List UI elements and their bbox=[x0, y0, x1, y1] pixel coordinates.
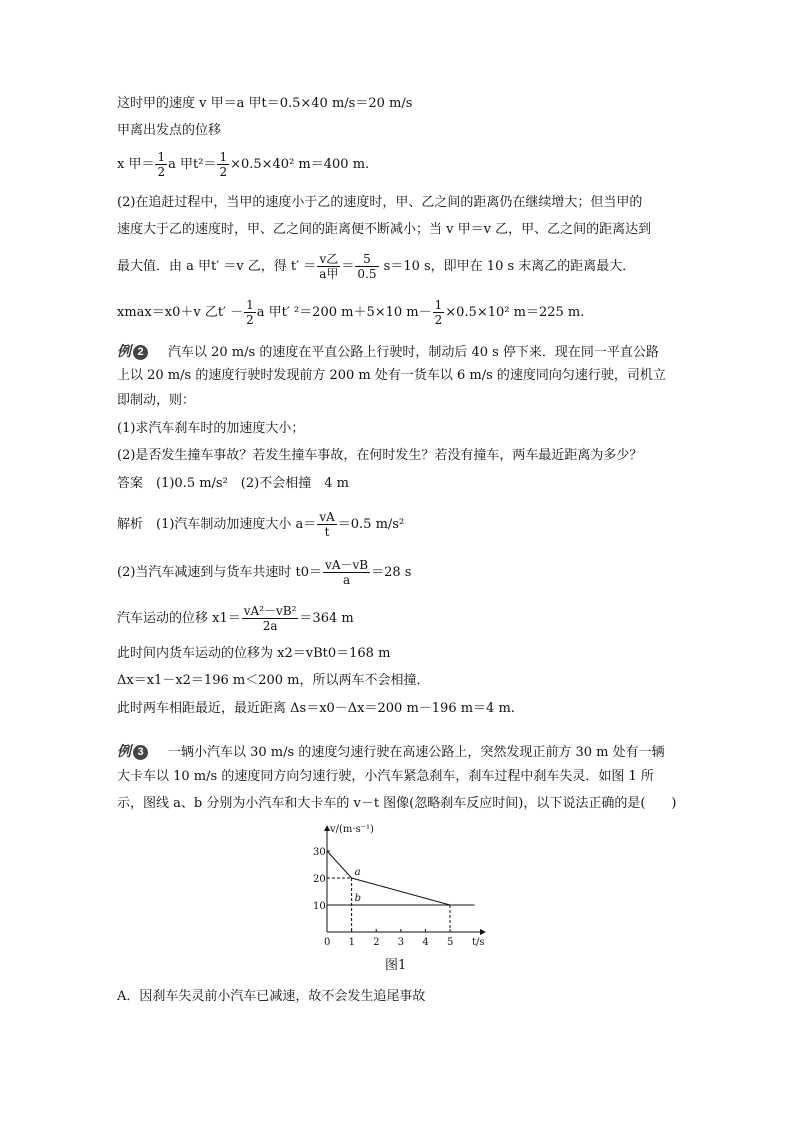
example-2-question-2: (2)是否发生撞车事故？若发生撞车事故，在何时发生？若没有撞车，两车最近距离为多少？ bbox=[117, 448, 643, 463]
text-line-speed: 这时甲的速度 v 甲＝a 甲t＝0.5×40 m/s＝20 m/s bbox=[117, 96, 413, 111]
example-2-question-1: (1)求汽车刹车时的加速度大小； bbox=[117, 421, 305, 436]
x-tick-label: 1 bbox=[348, 937, 355, 948]
fraction-v-over-a: $\frac{\text{v乙}}{\text{a甲}}$ bbox=[319, 252, 339, 281]
fraction-half: $\frac{1}{2}$ bbox=[157, 150, 166, 179]
annotation-a: a bbox=[354, 867, 361, 878]
example-2-answer: 答案 (1)0.5 m/s² (2)不会相撞 4 m bbox=[117, 476, 349, 491]
example-2-solution-6: 此时两车相距最近，最近距离 Δs＝x0－Δx＝200 m－196 m＝4 m. bbox=[117, 701, 515, 716]
figure-caption: 图1 bbox=[385, 958, 407, 973]
y-tick-label: 30 bbox=[313, 847, 326, 858]
formula-max-time: 最大值．由 a 甲t′ ＝v 乙，得 t′ ＝ $\frac{\text{v乙}}{\text{a甲}}$ ＝ $\frac{5}{0.5}$ s＝10 s，即甲在 10 s 末离乙的距离最大． bbox=[117, 252, 636, 281]
example-3-line-1: 例 3 一辆小汽车以 30 m/s 的速度匀速行驶在高速公路上，突然发现正前方 30 m 处有一辆 bbox=[117, 743, 665, 760]
y-tick-label: 10 bbox=[313, 901, 326, 912]
x-tick-label: 0 bbox=[324, 937, 331, 948]
y-axis-label: v/(m·s⁻¹) bbox=[330, 824, 374, 835]
x-axis-arrow bbox=[480, 929, 486, 935]
fraction-half: $\frac{1}{2}$ bbox=[434, 298, 443, 327]
formula-max-distance: xmax＝x0＋v 乙t′ － $\frac{1}{2}$ a 甲t′ ²＝200 m＋5×10 m－ $\frac{1}{2}$ ×0.5×10² m＝225 m. bbox=[117, 298, 585, 327]
option-a: A．因刹车失灵前小汽车已减速，故不会发生追尾事故 bbox=[117, 989, 426, 1004]
annotation-b: b bbox=[354, 893, 362, 904]
example-2-line-2: 上以 20 m/s 的速度行驶时发现前方 200 m 处有一货车以 6 m/s 的速度同向匀速行驶，司机立 bbox=[117, 368, 666, 383]
example-2-badge: 例 2 bbox=[117, 342, 148, 360]
example-2-line-3: 即制动，则： bbox=[117, 393, 196, 408]
example-2-solution-4: 此时间内货车运动的位移为 x2＝vBt0＝168 m bbox=[117, 646, 391, 661]
example-2-solution-5: Δx＝x1－x2＝196 m＜200 m，所以两车不会相撞． bbox=[117, 673, 430, 688]
x-axis-label: t/s bbox=[472, 937, 485, 948]
x-tick-label: 5 bbox=[447, 937, 454, 948]
series-line-a bbox=[327, 851, 450, 905]
fraction-half: $\frac{1}{2}$ bbox=[246, 298, 254, 327]
example-3-line-2: 大卡车以 10 m/s 的速度同方向匀速行驶，小汽车紧急刹车，刹车过程中刹车失灵．如图 1 所 bbox=[117, 769, 654, 784]
example-3-badge: 例 3 bbox=[117, 742, 148, 760]
x-tick-label: 2 bbox=[373, 937, 380, 948]
text-line-displacement-label: 甲离出发点的位移 bbox=[117, 123, 222, 138]
fraction-five: $\frac{5}{0.5}$ bbox=[357, 252, 377, 281]
text-line-chase-2: 速度大于乙的速度时，甲、乙之间的距离便不断减小；当 v 甲＝v 乙，甲、乙之间的距离达到 bbox=[117, 222, 652, 237]
x-tick-label: 4 bbox=[422, 937, 429, 948]
example-3-line-3: 示，图线 a、b 分别为小汽车和大卡车的 v－t 图像(忽略刹车反应时间)，以下说法正确的是( ) bbox=[117, 796, 677, 811]
example-2-line-1: 例 2 汽车以 20 m/s 的速度在平直公路上行驶时，制动后 40 s 停下来．现在同一平直公路 bbox=[117, 343, 659, 360]
example-2-solution-1: 解析 (1)汽车制动加速度大小 a＝ $\frac{vA}{t}$ ＝0.5 m/s² bbox=[117, 510, 405, 539]
example-2-solution-3: 汽车运动的位移 x1＝ $\frac{\text{vA²－vB²}}{2a}$ ＝364 m bbox=[117, 604, 354, 633]
x-tick-label: 3 bbox=[397, 937, 405, 948]
y-tick-label: 20 bbox=[313, 874, 326, 885]
text-line-chase-1: (2)在追赶过程中，当甲的速度小于乙的速度时，甲、乙之间的距离仍在继续增大；但当甲的 bbox=[117, 195, 643, 210]
example-2-solution-2: (2)当汽车减速到与货车共速时 t0＝ $\frac{vA-vB}{a}$ ＝28 s bbox=[117, 558, 412, 587]
fraction-half: $\frac{1}{2}$ bbox=[219, 150, 228, 179]
vt-chart bbox=[300, 822, 500, 957]
formula-displacement: x 甲＝ $\frac{1}{2}$ a 甲t²＝ $\frac{1}{2}$ ×0.5×40² m＝400 m. bbox=[117, 150, 370, 179]
